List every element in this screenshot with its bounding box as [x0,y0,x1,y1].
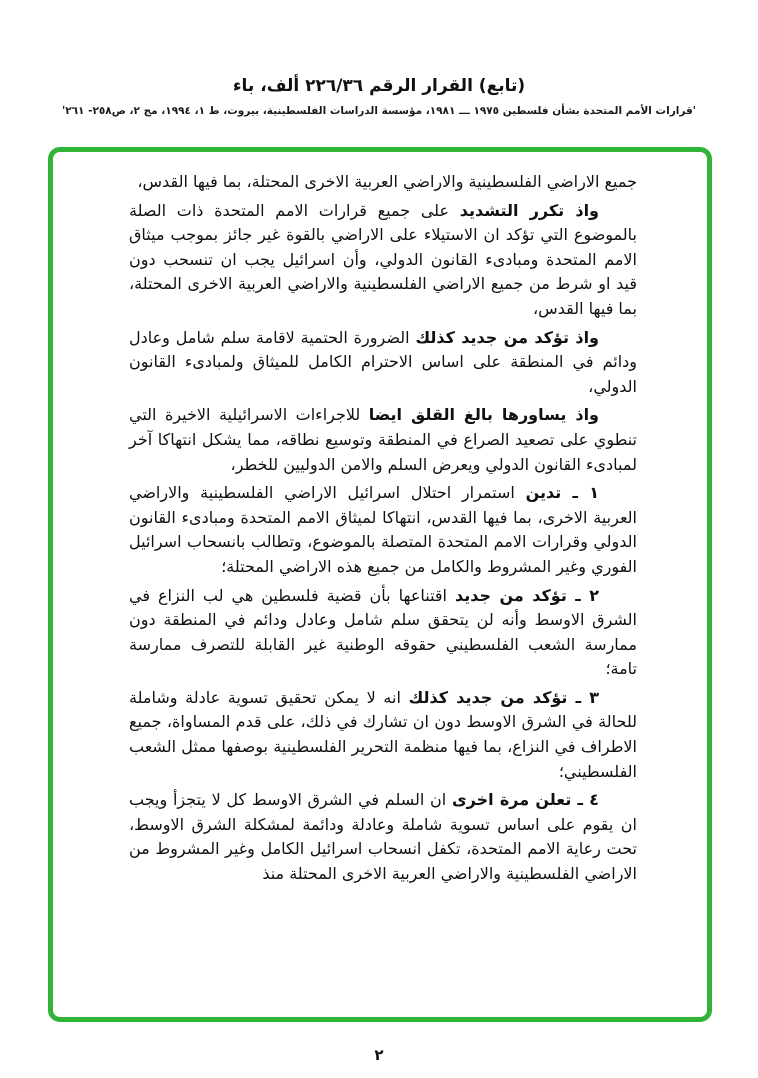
paragraph-text: اقتناعها بأن قضية فلسطين هي لب النزاع في الشرق الاوسط وأنه لن يتحقق سلم شامل وعادل ودائم في المنطقة دون ممارسة الشعب الفلسطيني حقوقه الوطنية غير القابلة للتصرف ممارسة تامة؛ [129,585,637,679]
resolution-paragraph [129,788,637,886]
paragraph-lead: ٤ ـ تعلن مرة اخرى [452,790,600,810]
paragraph-lead: ٣ ـ تؤكد من جديد كذلك [408,687,600,707]
paragraph-text: للاجراءات الاسرائيلية الاخيرة التي تنطوي على تصعيد الصراع في المنطقة وتوسيع نطاقه، مما يشكل انتهاكا آخر لمبادىء القانون الدولي ويعرض السلم والامن الدوليين للخطر، [129,405,637,474]
resolution-paragraph [129,199,637,322]
paragraph-lead: واذ تؤكد من جديد كذلك [415,327,599,347]
paragraph-text: انه لا يمكن تحقيق تسوية عادلة وشاملة للحالة في الشرق الاوسط دون ان تشارك في ذلك، على قدم المساواة، جميع الاطراف في النزاع، بما فيها منظمة التحرير الفلسطينية بوصفها ممثل الشعب الفلسطيني؛ [129,687,637,781]
paragraph-text: على جميع قرارات الامم المتحدة ذات الصلة بالموضوع التي تؤكد ان الاستيلاء على الاراضي بالقوة غير جائز بموجب ميثاق الامم المتحدة ومبادىء القانون الدولي، وأن اسرائيل يجب ان تنسحب دون قيد او شرط من جميع الاراضي الفلسطينية والاراضي العربية الاخرى المحتلة، بما فيها القدس، [129,200,637,318]
page-number: ٢ [374,1046,384,1064]
resolution-body-text [53,152,707,887]
resolution-paragraph [129,326,637,400]
paragraph-lead: ١ ـ تدين [525,483,599,503]
paragraph-lead: واذ تكرر التشديد [459,200,599,220]
paragraph-lead: واذ يساورها بالغ القلق ايضا [368,405,599,425]
paragraph-text: الضرورة الحتمية لاقامة سلم شامل وعادل ودائم في المنطقة على اساس الاحترام الكامل للميثاق ولمبادىء القانون الدولي، [129,327,637,396]
document-header [0,0,758,117]
resolution-paragraph [129,403,637,477]
green-border-box [48,147,712,1022]
source-citation-line: 'قرارات الأمم المتحدة بشأن فلسطين ١٩٧٥ ـــ ١٩٨١، مؤسسة الدراسات الفلسطينية، بيروت، ط ١، ١٩٩٤، مج ٢، ص٢٥٨- ٢٦١' [62,105,696,117]
resolution-paragraph [129,584,637,682]
paragraph-text: استمرار احتلال اسرائيل الاراضي الفلسطينية والاراضي العربية الاخرى، بما فيها القدس، انتهاكا لميثاق الامم المتحدة ومبادىء القانون الدولي وقرارات الامم المتحدة المتصلة بالموضوع، وتطالب بانسحاب اسرائيل الفوري وغير المشروط والكامل من جميع هذه الاراضي المحتلة؛ [129,483,637,576]
resolution-title: (تابع) القرار الرقم ٢٢٦/٣٦ ألف، باء [232,76,526,96]
resolution-paragraph [129,686,637,784]
paragraph-lead: ٢ ـ تؤكد من جديد [454,585,599,605]
paragraph-text: ان السلم في الشرق الاوسط كل لا يتجزأ ويجب ان يقوم على اساس تسوية شاملة وعادلة ودائمة لمشكلة الشرق الاوسط، تحت رعاية الامم المتحدة، تكفل انسحاب اسرائيل الكامل وغير المشروط من الاراضي الفلسطينية والاراضي العربية الاخرى المحتلة منذ [129,790,637,884]
paragraph-text: جميع الاراضي الفلسطينية والاراضي العربية الاخرى المحتلة، بما فيها القدس، [137,172,637,191]
resolution-paragraph [129,481,637,579]
resolution-paragraph [129,170,637,195]
